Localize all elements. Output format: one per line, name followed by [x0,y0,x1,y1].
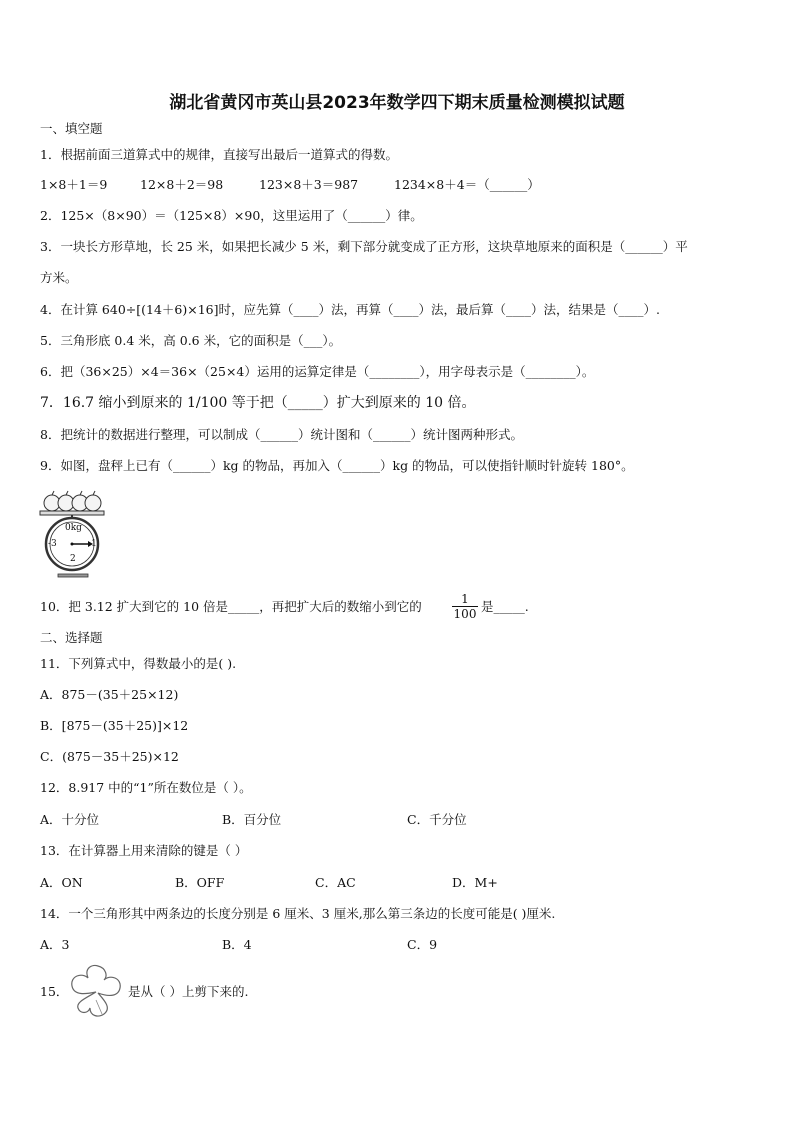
scale-unit-label: 0kg [65,523,82,533]
question-2: 2．125×（8×90）＝（125×8）×90，这里运用了（______）律。 [40,208,423,223]
question-5: 5．三角形底 0.4 米，高 0.6 米，它的面积是（___）。 [40,333,342,348]
question-15-number: 15． [40,984,69,999]
question-9: 9．如图，盘秤上已有（______）kg 的物品，再加入（______）kg 的物品，可以使指针顺时针旋转 180°。 [40,458,634,473]
scale-figure [38,488,108,580]
question-14: 14．一个三角形其中两条边的长度分别是 6 厘米、3 厘米,那么第三条边的长度可能是( )厘米. [40,906,556,921]
q12-option-a: A．十分位 [40,812,100,827]
q11-option-a: A．875－(35＋25×12) [40,687,179,702]
q11-option-c: C．(875－35＋25)×12 [40,749,179,764]
q1-expr-3: 123×8＋3＝987 [259,177,359,192]
section-choice: 二、选择题 [40,630,103,645]
clover-icon [64,962,128,1020]
q12-option-b: B．百分位 [222,812,282,827]
section-fill-in: 一、填空题 [40,121,103,136]
question-1: 1．根据前面三道算式中的规律，直接写出最后一道算式的得数。 [40,147,398,162]
q1-expr-2: 12×8＋2＝98 [140,177,224,192]
q14-option-b: B．4 [222,937,252,952]
question-10: 10．把 3.12 扩大到它的 10 倍是_____，再把扩大后的数缩小到它的 [40,599,422,614]
question-3-cont: 方米。 [40,270,78,285]
question-7: 7．16.7 缩小到原来的 1/100 等于把（_____）扩大到原来的 10 倍。 [40,395,476,411]
q13-option-a: A．ON [40,875,83,890]
question-13: 13．在计算器上用来清除的键是（ ） [40,843,248,858]
question-3: 3．一块长方形草地，长 25 米，如果把长减少 5 米，剩下部分就变成了正方形，这块草地原来的面积是（______）平 [40,239,688,254]
q1-expr-1: 1×8＋1＝9 [40,177,108,192]
page-title: 湖北省黄冈市英山县2023年数学四下期末质量检测模拟试题 [169,93,625,113]
question-8: 8．把统计的数据进行整理，可以制成（______）统计图和（______）统计图两种形式。 [40,427,523,442]
question-10-end: 是_____. [481,599,529,614]
q1-expr-4: 1234×8＋4＝（______） [394,177,540,192]
q13-option-c: C．AC [315,875,356,890]
scale-mark-right: 1 [91,539,97,549]
q11-option-b: B．[875－(35＋25)]×12 [40,718,189,733]
scale-mark-bottom: 2 [70,554,76,564]
q14-option-a: A．3 [40,937,70,952]
q13-option-b: B．OFF [175,875,225,890]
apple-icon [44,491,101,511]
fraction: $\frac{1}{100}$ [453,592,477,621]
question-15: 是从（ ）上剪下来的. [128,984,249,999]
question-12: 12．8.917 中的“1”所在数位是（ ）。 [40,780,252,795]
scale-mark-left: -3 [48,539,57,549]
q14-option-c: C．9 [407,937,438,952]
question-4: 4．在计算 640÷[(14＋6)×16]时，应先算（____）法，再算（____）法，最后算（____）法，结果是（____）. [40,302,660,317]
question-6: 6．把（36×25）×4＝36×（25×4）运用的运算定律是（________），用字母表示是（________）。 [40,364,595,379]
q13-option-d: D．M+ [452,875,498,890]
q12-option-c: C．千分位 [407,812,467,827]
question-11: 11．下列算式中，得数最小的是( ). [40,656,237,671]
